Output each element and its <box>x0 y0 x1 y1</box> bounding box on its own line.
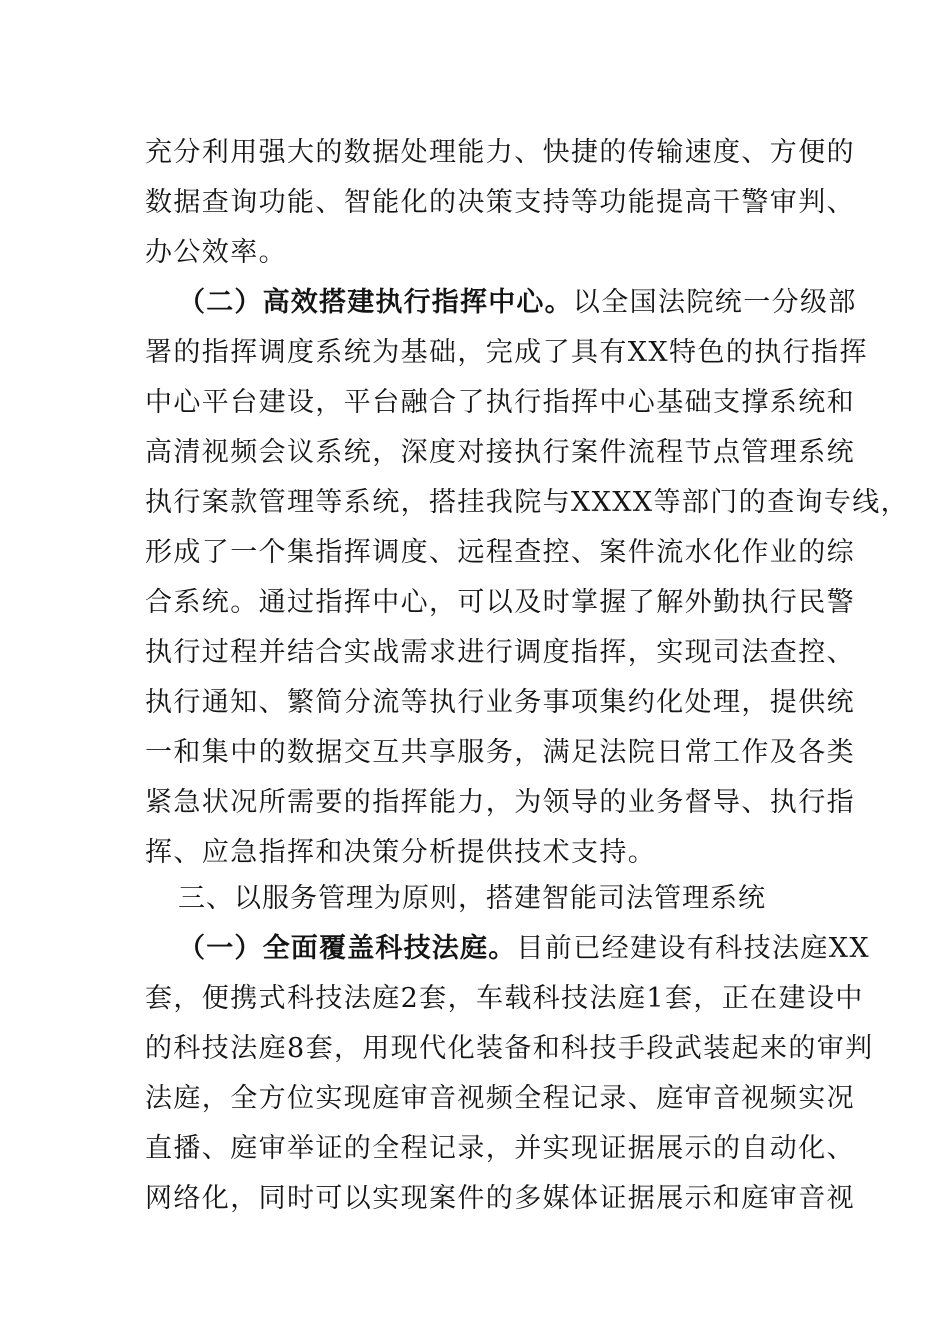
body-text-line: 高清视频会议系统，深度对接执行案件流程节点管理系统 <box>145 437 855 468</box>
body-text-line: 紧急状况所需要的指挥能力，为领导的业务督导、执行指 <box>145 787 855 818</box>
body-text-line: 网络化，同时可以实现案件的多媒体证据展示和庭审音视 <box>145 1183 855 1214</box>
body-text-line: 法庭，全方位实现庭审音视频全程记录、庭审音视频实况 <box>145 1083 855 1114</box>
body-text-line: 中心平台建设，平台融合了执行指挥中心基础支撑系统和 <box>145 387 855 418</box>
body-text-line: 挥、应急指挥和决策分析提供技术支持。 <box>145 837 657 868</box>
body-text-line: 执行通知、繁简分流等执行业务事项集约化处理，提供统 <box>145 687 855 718</box>
body-text-line: 直播、庭审举证的全程记录，并实现证据展示的自动化、 <box>145 1133 855 1164</box>
subsection-heading: （一）全面覆盖科技法庭。 <box>178 933 517 964</box>
body-text-line: 署的指挥调度系统为基础，完成了具有XX特色的执行指挥 <box>145 337 868 368</box>
paragraph-first-line <box>178 286 858 320</box>
body-text-line: 执行过程并结合实战需求进行调度指挥，实现司法查控、 <box>145 637 855 668</box>
paragraph-first-line <box>178 932 871 966</box>
body-text-line: 套，便携式科技法庭2套，车载科技法庭1套，正在建设中 <box>145 983 864 1014</box>
body-text-line: 一和集中的数据交互共享服务，满足法院日常工作及各类 <box>145 737 855 768</box>
body-text-line: 合系统。通过指挥中心，可以及时掌握了解外勤执行民警 <box>145 587 855 618</box>
body-text-line: 执行案款管理等系统，搭挂我院与XXXX等部门的查询专线， <box>145 487 910 518</box>
subsection-heading: （二）高效搭建执行指挥中心。 <box>178 287 573 318</box>
body-text-line: 办公效率。 <box>145 237 287 268</box>
body-text-line: 充分利用强大的数据处理能力、快捷的传输速度、方便的 <box>145 137 855 168</box>
section-heading: 三、以服务管理为原则，搭建智能司法管理系统 <box>178 883 766 914</box>
body-text: 目前已经建设有科技法庭XX <box>516 933 871 964</box>
body-text: 以全国法院统一分级部 <box>572 287 857 318</box>
body-text-line: 形成了一个集指挥调度、远程查控、案件流水化作业的综 <box>145 537 855 568</box>
body-text-line: 的科技法庭8套，用现代化装备和科技手段武装起来的审判 <box>145 1033 874 1064</box>
body-text-line: 数据查询功能、智能化的决策支持等功能提高干警审判、 <box>145 187 855 218</box>
